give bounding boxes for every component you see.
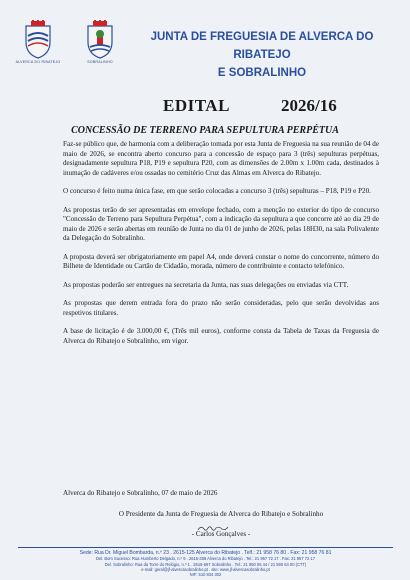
organization-name-line1: JUNTA DE FREGUESIA DE ALVERCA DO RIBATEJO — [150, 31, 374, 61]
notice-body — [63, 140, 379, 355]
signature-date: Alverca do Ribatejo e Sobralinho, 07 de maio de 2026 — [63, 489, 218, 497]
crest-caption-sobralinho: SOBRALINHO — [87, 60, 113, 64]
paragraph: A proposta deverá ser obrigatoriamente em papel A4, onde deverá constar o nome do concorrente, número do Bilhete de Identidade ou Cartão de Cidadão, morada, número de contribuinte e contacto telefónico. — [63, 252, 379, 270]
notice-number: 2026/16 — [281, 96, 337, 115]
paragraph: As propostas terão de ser apresentadas em envelope fechado, com a menção no exterior do tipo de concurso "Concessão de Terreno para Sepultura Perpétua", com a indicação da sepultura a que concorre até ao dia 29 de maio de 2026 e serão abertas em reunião de Junta no dia 01 de junho de 2026, pelas 18H30, na sala Polivalente da Delegação do Sobralinho. — [63, 205, 379, 242]
crest-caption-alverca: ALVERCA DO RIBATEJO — [15, 60, 61, 64]
paragraph: As propostas poderão ser entregues na secretaria da Junta, nas suas delegações ou enviadas via CTT. — [63, 280, 349, 289]
alverca-coat-of-arms-icon — [22, 20, 54, 60]
organization-name — [128, 28, 396, 82]
paragraph: A base de licitação é de 3.000,00 €, (Três mil euros), conforme consta da Tabela de Taxas da Freguesia de Alverca do Ribatejo e Sobralinho, em vigor. — [63, 327, 379, 345]
footer-email-site: e-mail: geral@jf-alvercasobralinho.pt . site: www.jf-alvercasobralinho.pt — [141, 566, 270, 572]
sobralinho-coat-of-arms-icon — [84, 20, 116, 60]
letterhead — [15, 18, 393, 79]
footer-nif: NIF: 510 834 302 — [189, 572, 222, 578]
paragraph: Faz-se público que, de harmonia com a deliberação tomada por esta Junta de Freguesia na sua reunião de 04 de maio de 2026, se encontra aberto concurso para a concessão de espaço para 3 (três) sepulturas perpétuas, designadamente sepultura P18, P19 e sepultura P20, com as dimensões de 2.00m x 1.00m cada, destinados à inumação de cadáveres e/ou ossadas no cemitério Cruz das Almas em Alverca do Ribatejo. — [63, 140, 379, 177]
organization-name-line2: E SOBRALINHO — [217, 67, 307, 79]
signatory-name: - Carlos Gonçalves - — [191, 530, 251, 538]
paragraph: O concurso é feito numa única fase, em que serão colocadas a concurso 3 (três) sepulturas – P18, P19 e P20. — [63, 187, 371, 195]
signatory-role: O Presidente da Junta de Freguesia de Alverca do Ribatejo e Sobralinho — [118, 510, 324, 518]
footer-headquarters: Sede: Rua Dr. Miguel Bombarda, n.º 23 . 2615-125 Alverca do Ribatejo . Telf.: 21 958 76 80 . Fax: 21 958 76 81 — [79, 550, 332, 556]
footer-divider — [18, 547, 393, 548]
footer-sobralinho: Del. Sobralinho: Rua da Torre do Relógio, n.º 1 . 2615-697 Sobralinho . Tel.: 21 950 05 44 / 21 590 64 00 (CTT) — [104, 561, 307, 567]
notice-title — [0, 96, 410, 116]
footer-bom-sucesso: Del. Bom Sucesso: Rua Humberto Delgado, n.º 9 . 2615-308 Alverca do Ribatejo . Tel.: 21 957 72 17 . Fax: 21 957 72 17 — [96, 556, 315, 562]
notice-subtitle: CONCESSÃO DE TERRENO PARA SEPULTURA PERPÉTUA — [71, 125, 339, 136]
footer-contacts — [18, 550, 393, 577]
notice-title-label: EDITAL — [163, 96, 230, 115]
paragraph: As propostas que derem entrada fora do prazo não serão consideradas, pelo que serão devolvidas aos respetivos titulares. — [63, 299, 379, 317]
